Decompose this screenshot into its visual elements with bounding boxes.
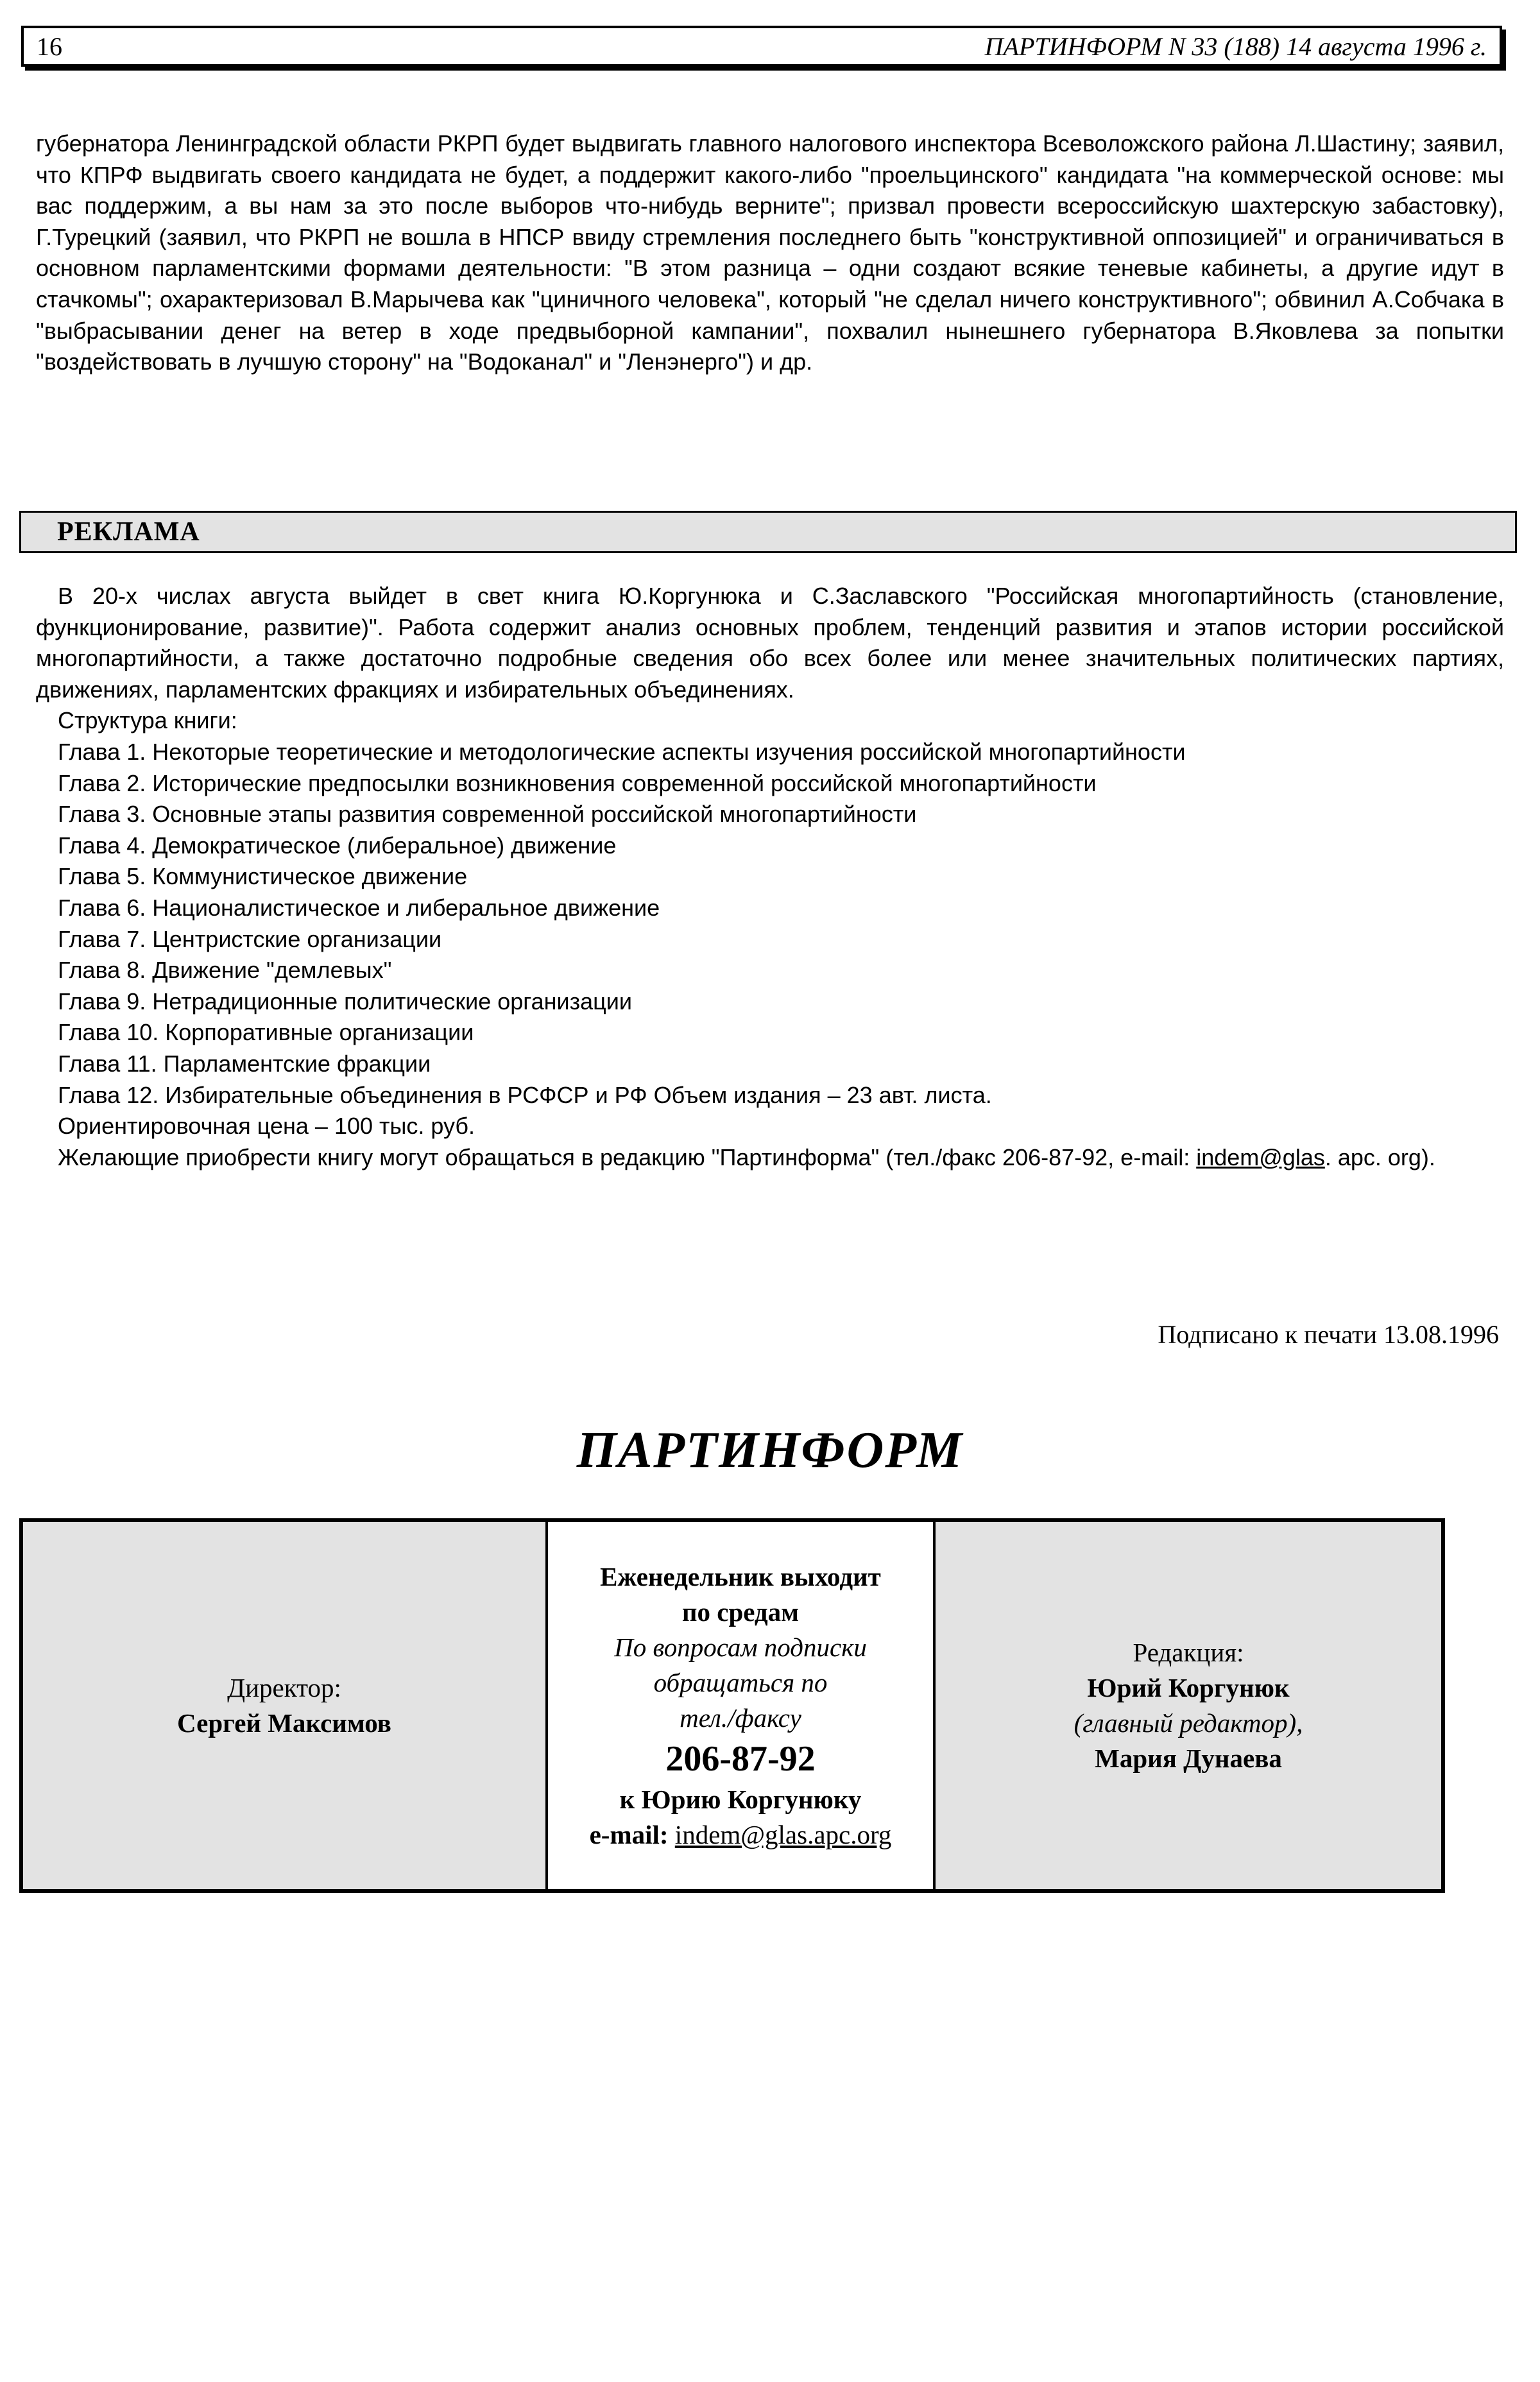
chapter-item: Глава 3. Основные этапы развития современной российской многопартийности <box>58 801 917 828</box>
contact-line <box>36 1142 1504 1174</box>
chapter-item: Глава 10. Корпоративные организации <box>58 1019 474 1046</box>
chapter-item: Глава 7. Центристские организации <box>58 925 442 952</box>
page-header <box>21 26 1502 67</box>
editor-role: (главный редактор), <box>1074 1708 1303 1738</box>
chapter-item: Глава 12. Избирательные объединения в РСФСР и РФ Объем издания – 23 авт. листа. <box>58 1081 992 1108</box>
chapter-item: Глава 8. Движение "демлевых" <box>58 957 392 984</box>
email-link[interactable]: indem@glas.apc.org <box>674 1819 892 1849</box>
editor-name: Юрий Коргунюк <box>1087 1673 1290 1702</box>
chapter-item: Глава 2. Исторические предпосылки возникновения современной российской многопартийности <box>58 769 1097 796</box>
section-bar <box>19 511 1517 553</box>
masthead-info-cell <box>548 1522 936 1889</box>
subscription-line: обращаться по <box>653 1667 828 1697</box>
issue-line: ПАРТИНФОРМ N 33 (188) 14 августа 1996 г. <box>984 31 1487 61</box>
editorial-role: Редакция: <box>1133 1638 1244 1667</box>
page-number: 16 <box>37 31 62 61</box>
article-continuation <box>36 128 1504 378</box>
phone-number: 206-87-92 <box>665 1738 816 1779</box>
director-role: Директор: <box>227 1673 341 1702</box>
frequency-line: Еженедельник выходит <box>600 1561 881 1591</box>
director-name: Сергей Максимов <box>177 1708 391 1738</box>
email-line <box>590 1817 892 1853</box>
contact-person: к Юрию Коргунюку <box>619 1784 862 1814</box>
chapter-item: Глава 4. Демократическое (либеральное) движение <box>58 832 617 859</box>
chapter-item: Глава 5. Коммунистическое движение <box>58 863 468 890</box>
contact-suffix: . apc. org). <box>1324 1144 1435 1170</box>
editor-name: Мария Дунаева <box>1095 1744 1282 1773</box>
email-label: e-mail: <box>589 1819 669 1849</box>
article-paragraph: губернатора Ленинградской области РКРП будет выдвигать главного налогового инспектора Всеволожского района Л.Шастину; заявил, что КПРФ выдвигать своего кандидата не будет, а поддержит какого-либо "проельцинского" кандидата "на коммерческой основе: мы вас поддержим, а вы нам за это после выборов что-нибудь верните"; призвал провести всероссийскую шахтерскую забастовку), Г.Турецкий (заявил, что РКРП не вошла в НПСР ввиду стремления последнего быть "конструктивной оппозицией" и ограничиваться в основном парламентскими формами деятельности: "В этом разница – одни создают всякие теневые кабинеты, а другие идут в стачкомы"; охарактеризовал В.Марычева как "циничного человека", который "не сделал ничего конструктивного"; обвинил А.Собчака в "выбрасывании денег на ветер в ходе предвыборной кампании", похвалил нынешнего губернатора В.Яковлева за попытки "воздействовать в лучшую сторону" на "Водоканал" и "Ленэнерго") и др. <box>36 130 1504 375</box>
section-title: РЕКЛАМА <box>57 517 200 547</box>
contact-prefix: Желающие приобрести книгу могут обращаться в редакцию "Партинформа" (тел./факс 206-87-92, e-mail: <box>58 1144 1197 1170</box>
chapter-item: Глава 1. Некоторые теоретические и методологические аспекты изучения российской многопартийности <box>58 738 1186 765</box>
chapter-item: Глава 11. Парламентские фракции <box>58 1050 431 1077</box>
chapter-item: Глава 6. Националистическое и либеральное движение <box>58 894 660 921</box>
frequency-day: по средам <box>681 1597 800 1627</box>
chapter-item: Глава 9. Нетрадиционные политические организации <box>58 988 633 1015</box>
masthead-director-cell <box>23 1522 548 1889</box>
signed-to-print: Подписано к печати 13.08.1996 <box>1158 1320 1499 1349</box>
contact-email-link[interactable]: indem@glas <box>1196 1144 1325 1170</box>
price-line: Ориентировочная цена – 100 тыс. руб. <box>58 1113 475 1140</box>
masthead-title: ПАРТИНФОРМ <box>576 1422 964 1478</box>
subscription-line: По вопросам подписки <box>614 1632 867 1662</box>
subscription-line: тел./факсу <box>680 1702 801 1733</box>
masthead-editorial-cell <box>936 1522 1441 1889</box>
chapter-list <box>36 737 1504 1111</box>
ad-intro: В 20-х числах августа выйдет в свет книга Ю.Коргунюка и С.Заславского "Российская многопартийность (становление, функционирование, развитие)". Работа содержит анализ основных проблем, тенденций развития и этапов истории российской многопартийности, а также достаточно подробные сведения обо всех более или менее значительных политических партиях, движениях, парламентских фракциях и избирательных объединениях. <box>36 583 1504 703</box>
structure-label: Структура книги: <box>58 707 237 734</box>
masthead-table <box>19 1518 1445 1893</box>
ad-block <box>36 581 1504 1173</box>
